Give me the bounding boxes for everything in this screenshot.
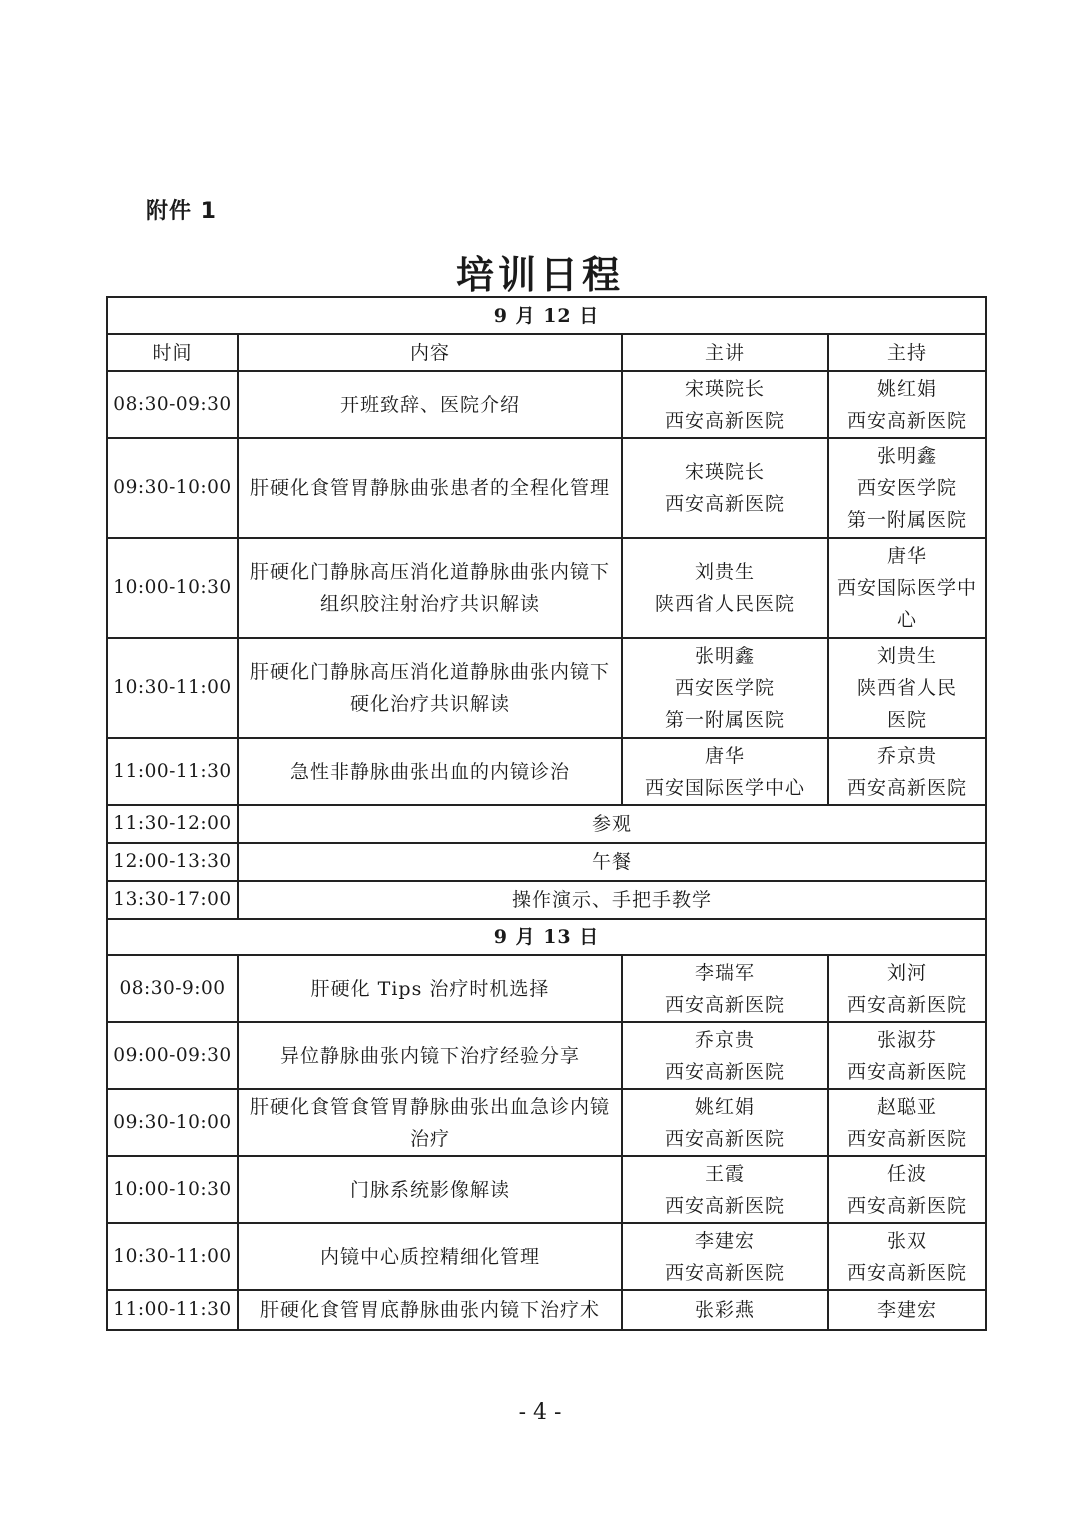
content-cell: 急性非静脉曲张出血的内镜诊治 [238, 738, 622, 805]
speaker-cell [622, 1089, 828, 1156]
speaker-cell [622, 638, 828, 738]
host-affiliation: 西安高新医院 [847, 1261, 968, 1284]
table-row [107, 1290, 986, 1330]
date-cell: 9 月 12 日 [107, 297, 986, 334]
speaker-cell [622, 371, 828, 438]
host-name: 张双 [887, 1229, 928, 1252]
content-cell: 肝硬化门静脉高压消化道静脉曲张内镜下组织胶注射治疗共识解读 [238, 538, 622, 638]
table-row [107, 538, 986, 638]
table-row [107, 638, 986, 738]
table-row [107, 371, 986, 438]
host-cell [828, 738, 986, 805]
speaker-name: 刘贵生 [694, 561, 755, 583]
page-number: - 4 - [518, 1400, 562, 1425]
time-cell: 10:00-10:30 [107, 1156, 238, 1223]
time-cell: 11:00-11:30 [107, 738, 238, 805]
host-name: 唐华 [887, 545, 928, 567]
host-affiliation: 西安高新医院 [847, 776, 968, 799]
table-row [107, 843, 986, 881]
host-name: 张淑芬 [877, 1028, 938, 1051]
host-cell [828, 538, 986, 638]
table-row [107, 1156, 986, 1223]
host-name: 刘河 [887, 961, 928, 984]
table-row [107, 1223, 986, 1290]
host-affiliation: 第一附属医院 [847, 509, 968, 531]
speaker-cell [622, 955, 828, 1022]
speaker-name: 宋瑛院长 [684, 377, 765, 400]
host-affiliation: 西安高新医院 [847, 409, 968, 432]
activity-cell: 午餐 [238, 843, 986, 881]
activity-cell: 参观 [238, 805, 986, 843]
speaker-affiliation: 第一附属医院 [664, 709, 785, 731]
host-cell [828, 1290, 986, 1330]
host-affiliation: 西安国际医学中心 [837, 577, 978, 631]
time-cell: 08:30-09:30 [107, 371, 238, 438]
activity-cell: 操作演示、手把手教学 [238, 881, 986, 919]
table-row [107, 881, 986, 919]
host-name: 姚红娟 [877, 377, 938, 400]
speaker-cell [622, 1223, 828, 1290]
time-cell: 08:30-9:00 [107, 955, 238, 1022]
host-name: 张明鑫 [877, 445, 938, 467]
content-cell: 肝硬化食管胃底静脉曲张内镜下治疗术 [238, 1290, 622, 1330]
host-cell [828, 371, 986, 438]
speaker-name: 宋瑛院长 [684, 461, 765, 483]
speaker-affiliation: 西安国际医学中心 [644, 776, 805, 799]
speaker-affiliation: 陕西省人民医院 [654, 593, 795, 615]
speaker-cell [622, 738, 828, 805]
host-cell [828, 1022, 986, 1089]
table-row [107, 955, 986, 1022]
host-name: 赵聪亚 [877, 1095, 938, 1118]
speaker-cell [622, 438, 828, 538]
date-cell: 9 月 13 日 [107, 919, 986, 955]
date-row [107, 297, 986, 334]
speaker-affiliation: 西安高新医院 [664, 409, 785, 432]
content-cell: 肝硬化门静脉高压消化道静脉曲张内镜下硬化治疗共识解读 [238, 638, 622, 738]
speaker-affiliation: 西安医学院 [674, 677, 775, 699]
speaker-name: 乔京贵 [694, 1028, 755, 1051]
host-name: 乔京贵 [877, 744, 938, 767]
host-affiliation: 陕西省人民 [857, 677, 958, 699]
table-row [107, 805, 986, 843]
time-cell: 10:00-10:30 [107, 538, 238, 638]
host-affiliation: 西安高新医院 [847, 1194, 968, 1217]
speaker-name: 张明鑫 [694, 645, 755, 667]
table-row [107, 1089, 986, 1156]
speaker-name: 张彩燕 [694, 1299, 755, 1321]
host-name: 任波 [887, 1162, 928, 1185]
speaker-affiliation: 西安高新医院 [664, 493, 785, 515]
host-name: 刘贵生 [877, 645, 938, 667]
host-name: 李建宏 [877, 1299, 938, 1321]
content-cell: 肝硬化食管胃静脉曲张患者的全程化管理 [238, 438, 622, 538]
time-cell: 11:30-12:00 [107, 805, 238, 843]
speaker-affiliation: 西安高新医院 [664, 1261, 785, 1284]
host-cell [828, 1223, 986, 1290]
time-cell: 09:00-09:30 [107, 1022, 238, 1089]
host-affiliation: 西安高新医院 [847, 993, 968, 1016]
content-cell: 门脉系统影像解读 [238, 1156, 622, 1223]
speaker-name: 唐华 [704, 744, 745, 767]
time-cell: 10:30-11:00 [107, 1223, 238, 1290]
time-cell: 13:30-17:00 [107, 881, 238, 919]
speaker-name: 李瑞军 [694, 961, 755, 984]
time-cell: 09:30-10:00 [107, 1089, 238, 1156]
content-cell: 肝硬化 Tips 治疗时机选择 [238, 955, 622, 1022]
speaker-affiliation: 西安高新医院 [664, 1127, 785, 1150]
speaker-name: 李建宏 [694, 1229, 755, 1252]
header-host: 主持 [828, 334, 986, 371]
header-row [107, 334, 986, 371]
speaker-affiliation: 西安高新医院 [664, 993, 785, 1016]
host-affiliation: 西安高新医院 [847, 1060, 968, 1083]
table-row [107, 438, 986, 538]
content-cell: 开班致辞、医院介绍 [238, 371, 622, 438]
host-cell [828, 438, 986, 538]
host-cell [828, 1089, 986, 1156]
table-row [107, 1022, 986, 1089]
speaker-cell [622, 1022, 828, 1089]
schedule-table [106, 296, 987, 1331]
table-row [107, 738, 986, 805]
host-cell [828, 1156, 986, 1223]
speaker-affiliation: 西安高新医院 [664, 1060, 785, 1083]
speaker-cell [622, 1156, 828, 1223]
content-cell: 肝硬化食管食管胃静脉曲张出血急诊内镜治疗 [238, 1089, 622, 1156]
host-affiliation: 西安医学院 [857, 477, 958, 499]
speaker-affiliation: 西安高新医院 [664, 1194, 785, 1217]
speaker-name: 王霞 [704, 1162, 745, 1185]
time-cell: 12:00-13:30 [107, 843, 238, 881]
host-cell [828, 638, 986, 738]
time-cell: 11:00-11:30 [107, 1290, 238, 1330]
content-cell: 异位静脉曲张内镜下治疗经验分享 [238, 1022, 622, 1089]
attachment-label: 附件 1 [146, 199, 217, 224]
page-title: 培训日程 [455, 253, 624, 297]
host-affiliation: 西安高新医院 [847, 1127, 968, 1150]
host-cell [828, 955, 986, 1022]
header-content: 内容 [238, 334, 622, 371]
header-speaker: 主讲 [622, 334, 828, 371]
speaker-cell [622, 538, 828, 638]
time-cell: 09:30-10:00 [107, 438, 238, 538]
speaker-cell [622, 1290, 828, 1330]
header-time: 时间 [107, 334, 238, 371]
date-row [107, 919, 986, 955]
speaker-name: 姚红娟 [694, 1095, 755, 1118]
content-cell: 内镜中心质控精细化管理 [238, 1223, 622, 1290]
host-affiliation: 医院 [887, 709, 928, 731]
time-cell: 10:30-11:00 [107, 638, 238, 738]
